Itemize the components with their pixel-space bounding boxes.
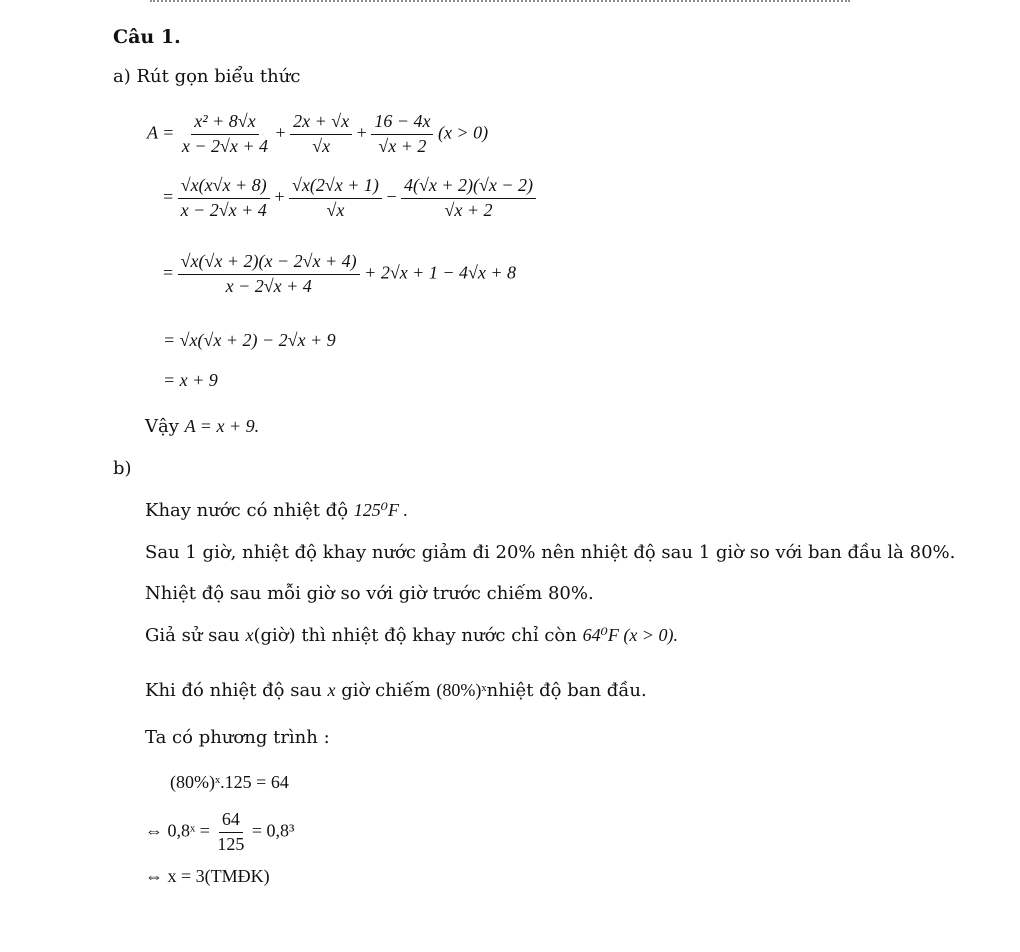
rhs: = 0,8³	[251, 820, 295, 841]
fraction-3-numerator: 4(√x + 2)(√x − 2)	[401, 176, 536, 199]
variable-x: x	[245, 625, 254, 645]
expression-line-1	[147, 112, 488, 157]
paragraph-equation-intro: Ta có phương trình :	[145, 727, 330, 748]
fraction-numerator: 64	[219, 810, 243, 833]
domain-condition: (x > 0)	[437, 122, 489, 143]
fraction-1-numerator: √x(√x + 2)(x − 2√x + 4)	[178, 252, 360, 275]
fraction-2-denominator: √x	[312, 135, 331, 156]
expression-line-3	[163, 252, 516, 297]
conclusion-math: A = x + 9.	[184, 416, 260, 436]
fraction-2-numerator: 2x + √x	[290, 112, 352, 135]
lhs: ⇔ 0,8ˣ =	[145, 820, 210, 841]
equation-line-1: (80%)ˣ.125 = 64	[170, 772, 289, 792]
paragraph-after-one-hour: Sau 1 giờ, nhiệt độ khay nước giảm đi 20% nên nhiệt độ sau 1 giờ so với ban đầu là 80%.	[145, 542, 956, 563]
fraction-2	[290, 112, 352, 157]
variable-x: x	[327, 680, 336, 700]
fraction	[214, 810, 247, 855]
fraction-1-numerator: x² + 8√x	[191, 112, 258, 135]
fraction-1-denominator: x − 2√x + 4	[225, 275, 312, 296]
fraction-2	[289, 176, 382, 221]
text: (giờ) thì nhiệt độ khay nước chỉ còn	[253, 625, 577, 646]
target-temperature: 64⁰F (x > 0).	[582, 625, 678, 645]
fraction-denominator: 125	[217, 833, 245, 854]
cropped-top-text-line	[150, 0, 850, 6]
remaining-terms: + 2√x + 1 − 4√x + 8	[364, 262, 516, 283]
text: Khi đó nhiệt độ sau	[145, 680, 322, 701]
conclusion-word: Vậy	[145, 416, 179, 437]
paragraph-initial-temperature	[145, 500, 408, 521]
text: giờ chiếm	[341, 680, 431, 701]
lhs: A =	[147, 122, 175, 143]
operator: +	[274, 186, 285, 207]
text: nhiệt độ ban đầu.	[486, 680, 647, 701]
operator: −	[386, 186, 397, 207]
fraction-3-denominator: √x + 2	[444, 199, 493, 220]
expression-line-4: = √x(√x + 2) − 2√x + 9	[163, 330, 336, 350]
fraction-1-denominator: x − 2√x + 4	[180, 199, 267, 220]
equation-line-3: ⇔ x = 3(TMĐK)	[145, 866, 270, 886]
paragraph-assumption	[145, 625, 678, 646]
paragraph-hourly-ratio: Nhiệt độ sau mỗi giờ so với giờ trước chiếm 80%.	[145, 583, 594, 604]
expression-line-5: = x + 9	[163, 370, 218, 390]
question-heading: Câu 1.	[113, 26, 181, 48]
equals-sign: =	[163, 262, 174, 283]
conclusion-line	[145, 416, 259, 437]
temperature-value: 125⁰F .	[353, 500, 408, 520]
fraction-3	[371, 112, 433, 157]
operator: +	[356, 122, 367, 143]
text: Khay nước có nhiệt độ	[145, 500, 349, 521]
expression-line-2	[163, 176, 536, 221]
equals-sign: =	[163, 186, 174, 207]
text: Giả sử sau	[145, 625, 240, 646]
part-b-label: b)	[113, 458, 132, 479]
fraction-2-numerator: √x(2√x + 1)	[289, 176, 382, 199]
fraction-1	[178, 176, 270, 221]
fraction-1-numerator: √x(x√x + 8)	[178, 176, 270, 199]
fraction-1	[178, 252, 360, 297]
equation-line-2	[145, 810, 294, 855]
fraction-2-denominator: √x	[326, 199, 345, 220]
fraction-1	[179, 112, 271, 157]
fraction-3-denominator: √x + 2	[378, 135, 427, 156]
part-a-label: a) Rút gọn biểu thức	[113, 66, 301, 87]
operator: +	[275, 122, 286, 143]
fraction-3	[401, 176, 536, 221]
fraction-3-numerator: 16 − 4x	[371, 112, 433, 135]
paragraph-ratio-after-x-hours	[145, 680, 647, 701]
fraction-1-denominator: x − 2√x + 4	[181, 135, 268, 156]
ratio-power: (80%)ˣ	[436, 680, 487, 700]
